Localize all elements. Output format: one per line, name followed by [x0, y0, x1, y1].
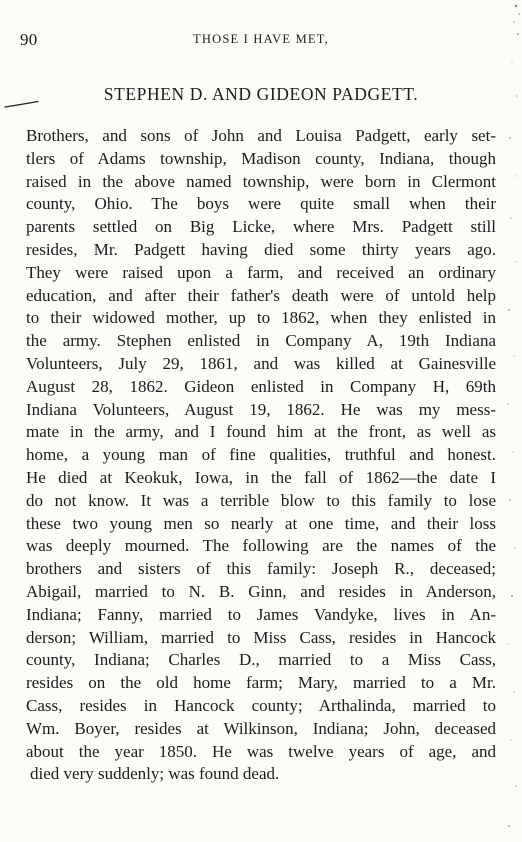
- body-line: August 28, 1862. Gideon enlisted in Company H, 69th: [26, 376, 496, 396]
- body-line: was deeply mourned. The following are the names of the: [26, 536, 496, 556]
- body-line: Indiana Volunteers, August 19, 1862. He was my mess-: [26, 399, 496, 419]
- body-line: Wm. Boyer, resides at Wilkinson, Indiana; John, deceased: [26, 718, 496, 738]
- body-line: raised in the above named township, were born in Clermont: [26, 171, 496, 191]
- body-line: parents settled on Big Licke, where Mrs. Padgett still: [26, 217, 496, 237]
- body-line: home, a young man of fine qualities, truthful and honest.: [26, 445, 496, 465]
- body-line: Brothers, and sons of John and Louisa Padgett, early set-: [26, 126, 496, 145]
- body-line: resides, Mr. Padgett having died some thirty years ago.: [26, 239, 496, 259]
- body-line: Abigail, married to N. B. Ginn, and resides in Anderson,: [26, 581, 496, 601]
- body-line: Indiana; Fanny, married to James Vandyke, lives in An-: [26, 604, 496, 624]
- body-line: derson; William, married to Miss Cass, resides in Hancock: [26, 627, 496, 647]
- body-line: these two young men so nearly at one time, and their loss: [26, 513, 496, 533]
- body-line: Volunteers, July 29, 1861, and was killed at Gainesville: [26, 353, 496, 373]
- body-line: county, Ohio. The boys were quite small when their: [26, 194, 496, 214]
- running-head: THOSE I HAVE MET,: [193, 32, 329, 46]
- body-text: [26, 125, 496, 786]
- body-line: They were raised upon a farm, and received an ordinary: [26, 262, 496, 282]
- body-line: about the year 1850. He was twelve years of age, and: [26, 741, 496, 761]
- body-line: do not know. It was a terrible blow to this family to lose: [26, 490, 496, 510]
- body-line: brothers and sisters of this family: Joseph R., deceased;: [26, 559, 496, 579]
- chapter-title: STEPHEN D. AND GIDEON PADGETT.: [103, 84, 419, 104]
- body-line: education, and after their father's death were of untold help: [26, 285, 496, 305]
- body-line: tlers of Adams township, Madison county, Indiana, though: [26, 148, 496, 168]
- page-number: 90: [20, 30, 38, 49]
- body-line: Cass, resides in Hancock county; Arthalinda, married to: [26, 695, 496, 715]
- body-line: resides on the old home farm; Mary, married to a Mr.: [26, 673, 496, 693]
- body-line: county, Indiana; Charles D., married to a Miss Cass,: [26, 650, 496, 670]
- body-line: He died at Keokuk, Iowa, in the fall of 1862—the date I: [26, 467, 496, 487]
- body-line: to their widowed mother, up to 1862, when they enlisted in: [26, 308, 496, 328]
- body-line-last: died very suddenly; was found dead.: [30, 764, 280, 784]
- body-line: mate in the army, and I found him at the front, as well as: [26, 422, 496, 442]
- body-line: the army. Stephen enlisted in Company A, 19th Indiana: [26, 331, 496, 351]
